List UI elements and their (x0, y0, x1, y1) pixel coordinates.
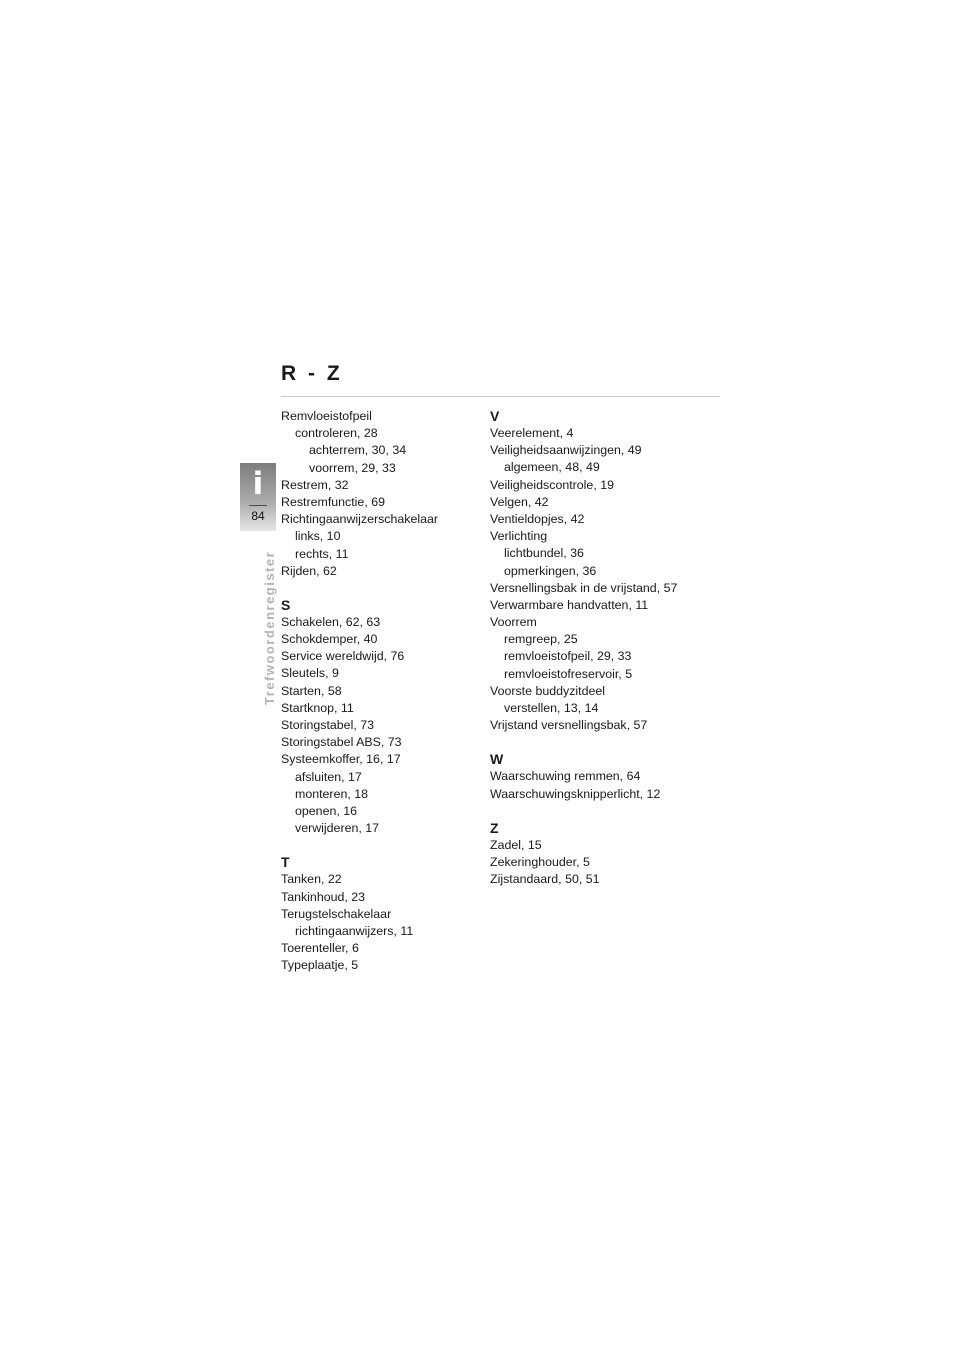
index-letter-heading: S (281, 596, 291, 613)
index-subentry: algemeen, 48, 49 (504, 460, 600, 475)
section-tab (240, 463, 276, 531)
index-subentry: voorrem, 29, 33 (309, 460, 396, 475)
section-gap (490, 734, 720, 751)
index-entry: Terugstelschakelaar (281, 906, 392, 921)
index-entry: Schakelen, 62, 63 (281, 614, 381, 629)
index-column-right (490, 408, 720, 888)
index-subentry: rechts, 11 (295, 546, 349, 561)
index-letter-heading: T (281, 854, 290, 871)
index-entry: Waarschuwing remmen, 64 (490, 769, 641, 784)
index-entry: Storingstabel ABS, 73 (281, 735, 402, 750)
index-entry: Vrijstand versnellingsbak, 57 (490, 718, 648, 733)
index-subentry: remvloeistofreservoir, 5 (504, 666, 633, 681)
header-divider (281, 396, 720, 397)
index-letter-heading: W (490, 751, 504, 768)
tab-divider (249, 505, 267, 506)
section-gap (490, 803, 720, 820)
index-entry: Verlichting (490, 529, 548, 544)
index-subentry: afsluiten, 17 (295, 769, 362, 784)
index-letter-heading: V (490, 408, 500, 424)
index-entry: Typeplaatje, 5 (281, 958, 359, 973)
section-gap (281, 837, 486, 854)
index-entry: Starten, 58 (281, 683, 342, 698)
index-subentry: verwijderen, 17 (295, 821, 380, 836)
index-subentry: monteren, 18 (295, 786, 369, 801)
index-letter-heading: Z (490, 819, 499, 836)
index-entry: Waarschuwingsknipperlicht, 12 (490, 786, 661, 801)
index-entry: Remvloeistofpeil (281, 409, 372, 423)
index-entry: Verwarmbare handvatten, 11 (490, 597, 649, 612)
index-subentry: achterrem, 30, 34 (309, 443, 407, 458)
index-entry: Storingstabel, 73 (281, 718, 374, 732)
index-entry: Velgen, 42 (490, 494, 549, 509)
index-entry: Voorste buddyzitdeel (490, 683, 606, 698)
index-entry: Service wereldwijd, 76 (281, 649, 405, 664)
index-subentry: verstellen, 13, 14 (504, 701, 599, 715)
index-entry: Zadel, 15 (490, 837, 542, 852)
index-column-left (281, 408, 486, 974)
index-entry: Voorrem (490, 615, 537, 630)
index-entry: Systeemkoffer, 16, 17 (281, 752, 401, 767)
page-title: R - Z (281, 362, 343, 385)
index-entry: Restrem, 32 (281, 477, 349, 492)
index-subentry: openen, 16 (295, 803, 358, 818)
index-entry: Startknop, 11 (281, 700, 354, 715)
index-subentry: lichtbundel, 36 (504, 546, 584, 561)
index-entry: Restremfunctie, 69 (281, 494, 385, 509)
index-entry: Zijstandaard, 50, 51 (490, 872, 600, 887)
page-number: 84 (251, 509, 265, 523)
index-subentry: richtingaanwijzers, 11 (295, 923, 414, 938)
index-entry: Veerelement, 4 (490, 426, 574, 440)
index-entry: Rijden, 62 (281, 563, 337, 578)
section-gap (281, 580, 486, 597)
index-entry: Veiligheidscontrole, 19 (490, 477, 614, 492)
index-entry: Zekeringhouder, 5 (490, 854, 590, 869)
info-i-icon: i (252, 466, 264, 502)
index-entry: Versnellingsbak in de vrijstand, 57 (490, 580, 678, 595)
index-subentry: remvloeistofpeil, 29, 33 (504, 649, 632, 664)
index-entry: Sleutels, 9 (281, 666, 339, 681)
index-subentry: opmerkingen, 36 (504, 563, 597, 578)
index-entry: Ventieldopjes, 42 (490, 511, 585, 526)
index-subentry: controleren, 28 (295, 426, 378, 441)
index-entry: Veiligheidsaanwijzingen, 49 (490, 443, 642, 458)
index-entry: Tankinhoud, 23 (281, 889, 366, 904)
index-entry: Schokdemper, 40 (281, 632, 378, 647)
index-subentry: links, 10 (295, 529, 341, 544)
chapter-side-label: Trefwoordenregister (262, 550, 277, 705)
index-entry: Richtingaanwijzerschakelaar (281, 512, 439, 527)
index-entry: Tanken, 22 (281, 872, 342, 887)
index-entry: Toerenteller, 6 (281, 941, 359, 956)
index-subentry: remgreep, 25 (504, 632, 578, 647)
